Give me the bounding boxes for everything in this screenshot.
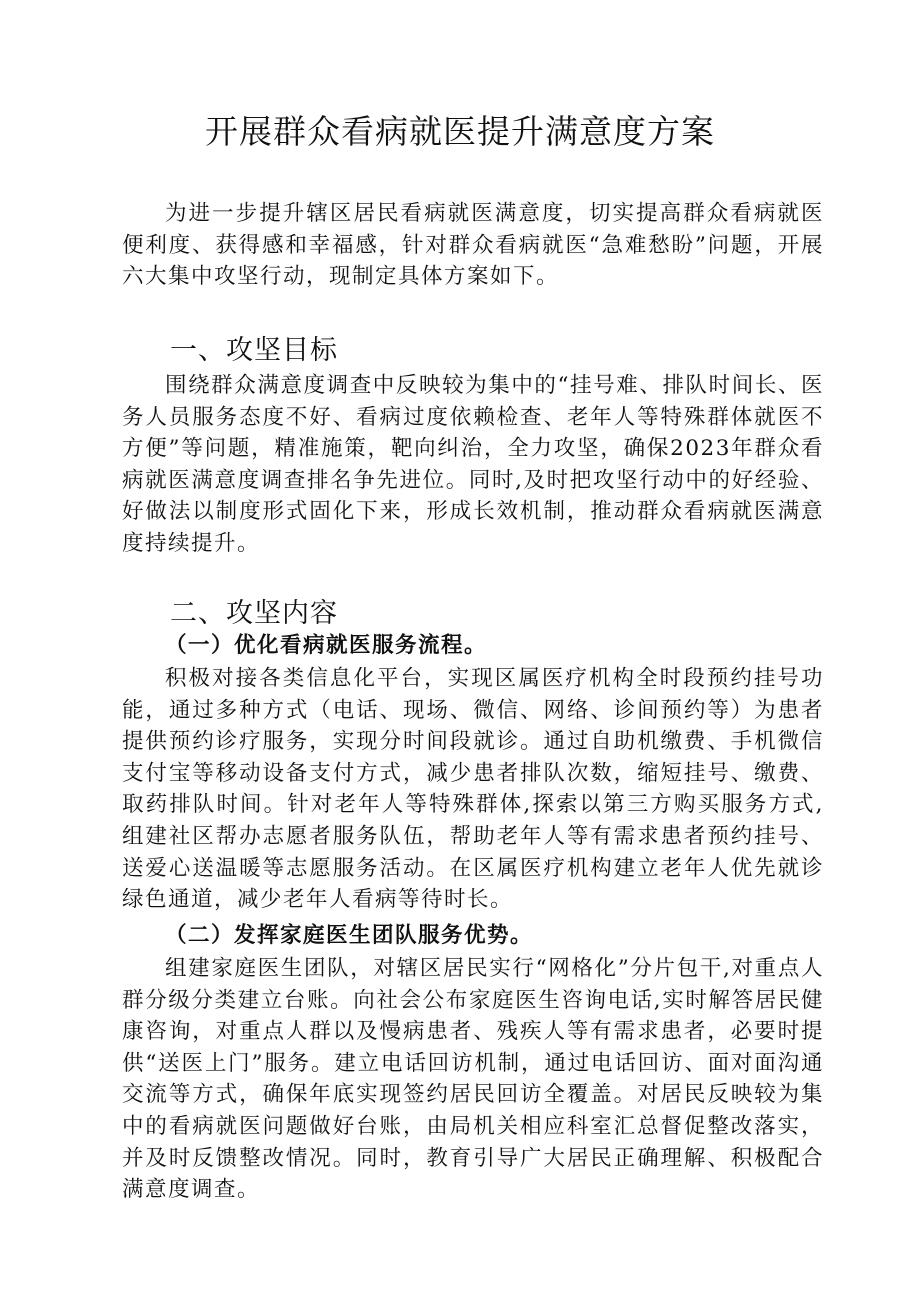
- subsection-2-heading: （二）发挥家庭医生团队服务优势。: [165, 923, 534, 948]
- document-title: 开展群众看病就医提升满意度方案: [205, 112, 715, 151]
- subsection-1-heading: （一）优化看病就医服务流程。: [165, 633, 488, 658]
- section-2-heading: 二、攻坚内容: [170, 598, 338, 629]
- section-1-heading: 一、攻坚目标: [170, 335, 338, 366]
- intro-paragraph: 为进一步提升辖区居民看病就医满意度，切实提高群众看病就医便利度、获得感和幸福感，针对群众看病就医“急难愁盼”问题，开展六大集中攻坚行动，现制定具体方案如下。: [122, 201, 824, 290]
- subsection-1-paragraph: 积极对接各类信息化平台，实现区属医疗机构全时段预约挂号功能，通过多种方式（电话、现场、微信、网络、诊间预约等）为患者提供预约诊疗服务，实现分时间段就诊。通过自助机缴费、手机微信支付宝等移动设备支付方式，减少患者排队次数，缩短挂号、缴费、取药排队时间。针对老年人等特殊群体,探索以第三方购买服务方式,组建社区帮办志愿者服务队伍，帮助老年人等有需求患者预约挂号、送爱心送温暖等志愿服务活动。在区属医疗机构建立老年人优先就诊绿色通道，减少老年人看病等待时长。: [122, 666, 824, 913]
- subsection-2-paragraph: 组建家庭医生团队，对辖区居民实行“网格化”分片包干,对重点人群分级分类建立台账。向社会公布家庭医生咨询电话,实时解答居民健康咨询，对重点人群以及慢病患者、残疾人等有需求患者，必要时提供“送医上门”服务。建立电话回访机制，通过电话回访、面对面沟通交流等方式，确保年底实现签约居民回访全覆盖。对居民反映较为集中的看病就医问题做好台账，由局机关相应科室汇总督促整改落实，并及时反馈整改情况。同时，教育引导广大居民正确理解、积极配合满意度调查。: [122, 956, 824, 1203]
- section-1-paragraph: 围绕群众满意度调查中反映较为集中的“挂号难、排队时间长、医务人员服务态度不好、看病过度依赖检查、老年人等特殊群体就医不方便”等问题，精准施策，靶向纠治，全力攻坚，确保2023年群众看病就医满意度调查排名争先进位。同时,及时把攻坚行动中的好经验、好做法以制度形式固化下来，形成长效机制，推动群众看病就医满意度持续提升。: [122, 373, 824, 556]
